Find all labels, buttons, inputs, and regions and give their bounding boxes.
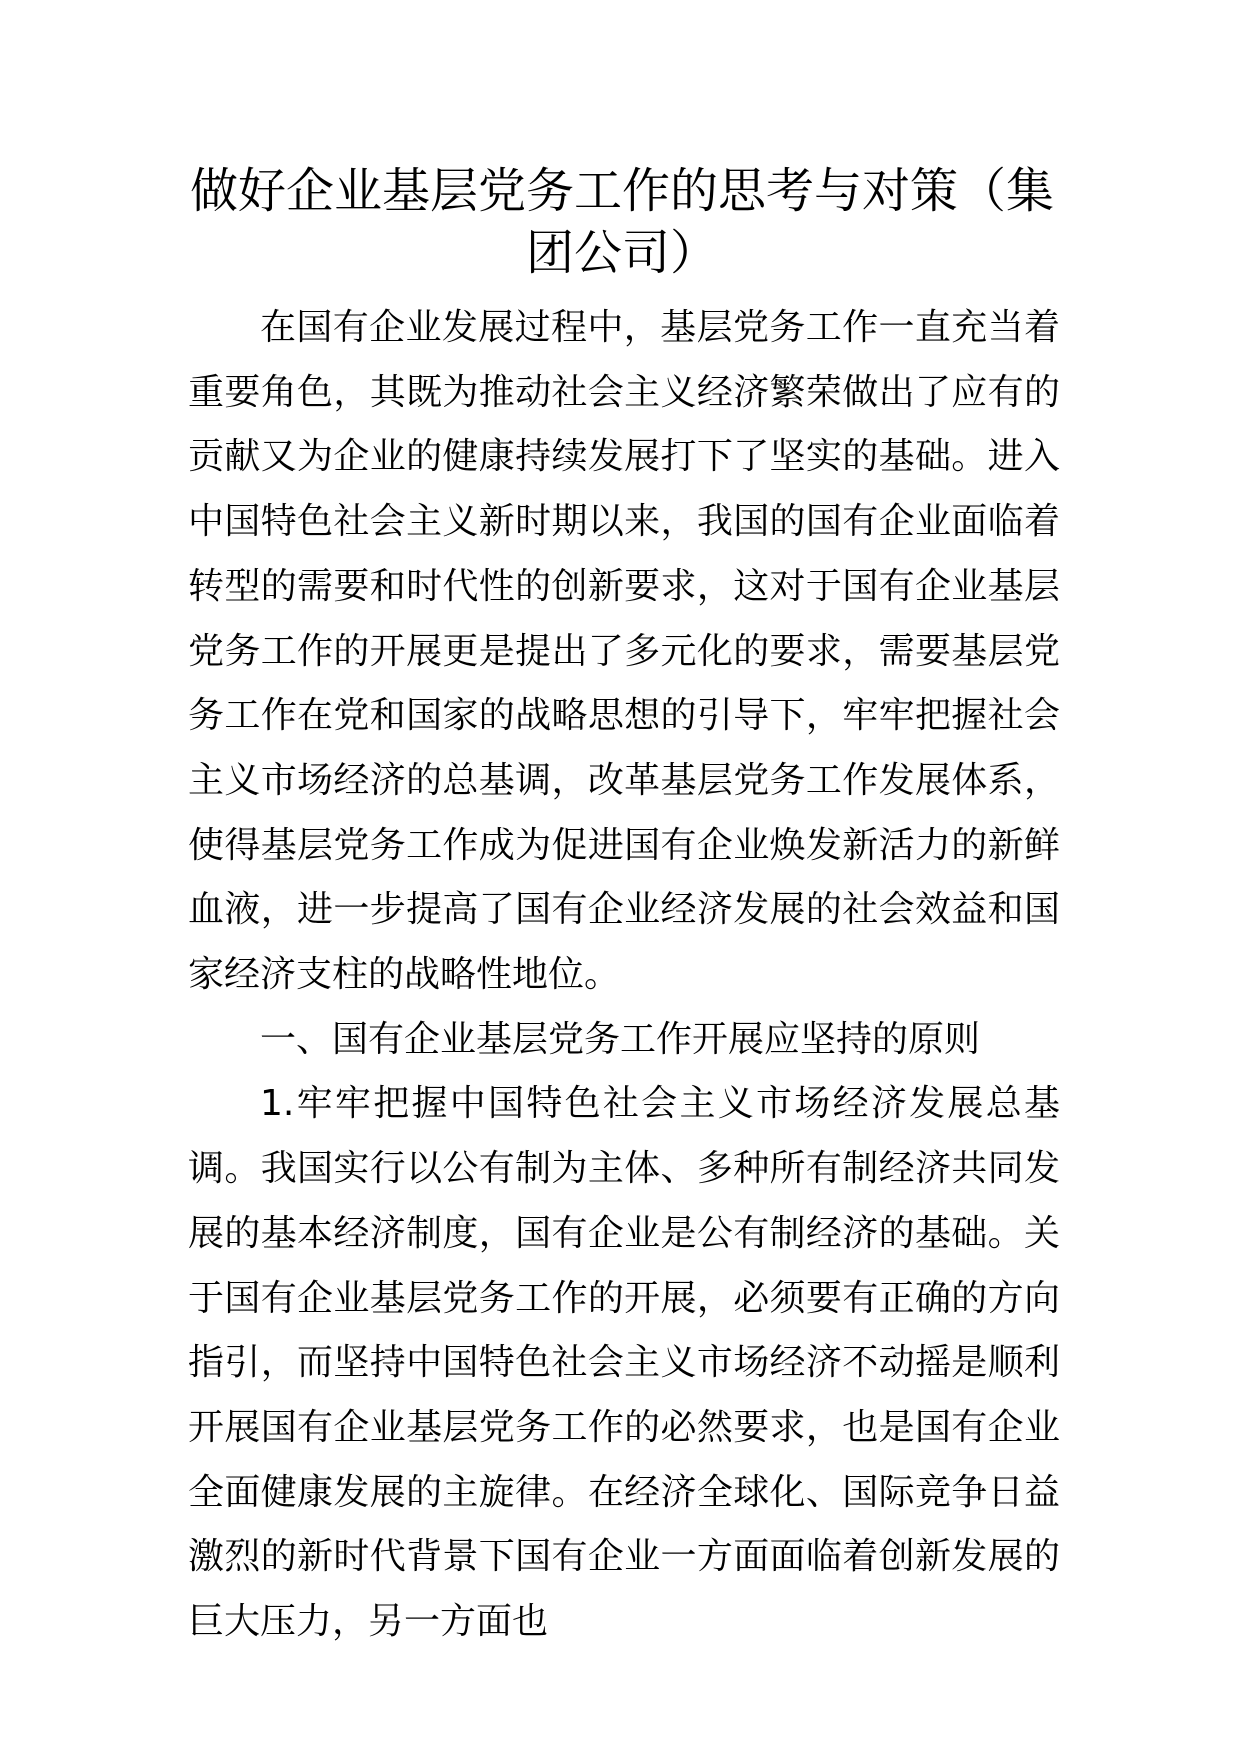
intro-paragraph: 在国有企业发展过程中，基层党务工作一直充当着重要角色，其既为推动社会主义经济繁荣做出了应有的贡献又为企业的健康持续发展打下了坚实的基础。进入中国特色社会主义新时期以来，我国的国有企业面临着转型的需要和时代性的创新要求，这对于国有企业基层党务工作的开展更是提出了多元化的要求，需要基层党务工作在党和国家的战略思想的引导下，牢牢把握社会主义市场经济的总基调，改革基层党务工作发展体系，使得基层党务工作成为促进国有企业焕发新活力的新鲜血液，进一步提高了国有企业经济发展的社会效益和国家经济支柱的战略性地位。 [188,307,1060,996]
section-heading: 一、国有企业基层党务工作开展应坚持的原则 [260,1018,981,1060]
section-paragraph: 1.牢牢把握中国特色社会主义市场经济发展总基调。我国实行以公有制为主体、多种所有制经济共同发展的基本经济制度，国有企业是公有制经济的基础。关于国有企业基层党务工作的开展，必须要有正确的方向指引，而坚持中国特色社会主义市场经济不动摇是顺利开展国有企业基层党务工作的必然要求，也是国有企业全面健康发展的主旋律。在经济全球化、国际竞争日益激烈的新时代背景下国有企业一方面面临着创新发展的巨大压力，另一方面也 [188,1083,1060,1643]
document-title: 做好企业基层党务工作的思考与对策（集团公司） [189,163,1054,281]
document-body [188,296,1060,1655]
